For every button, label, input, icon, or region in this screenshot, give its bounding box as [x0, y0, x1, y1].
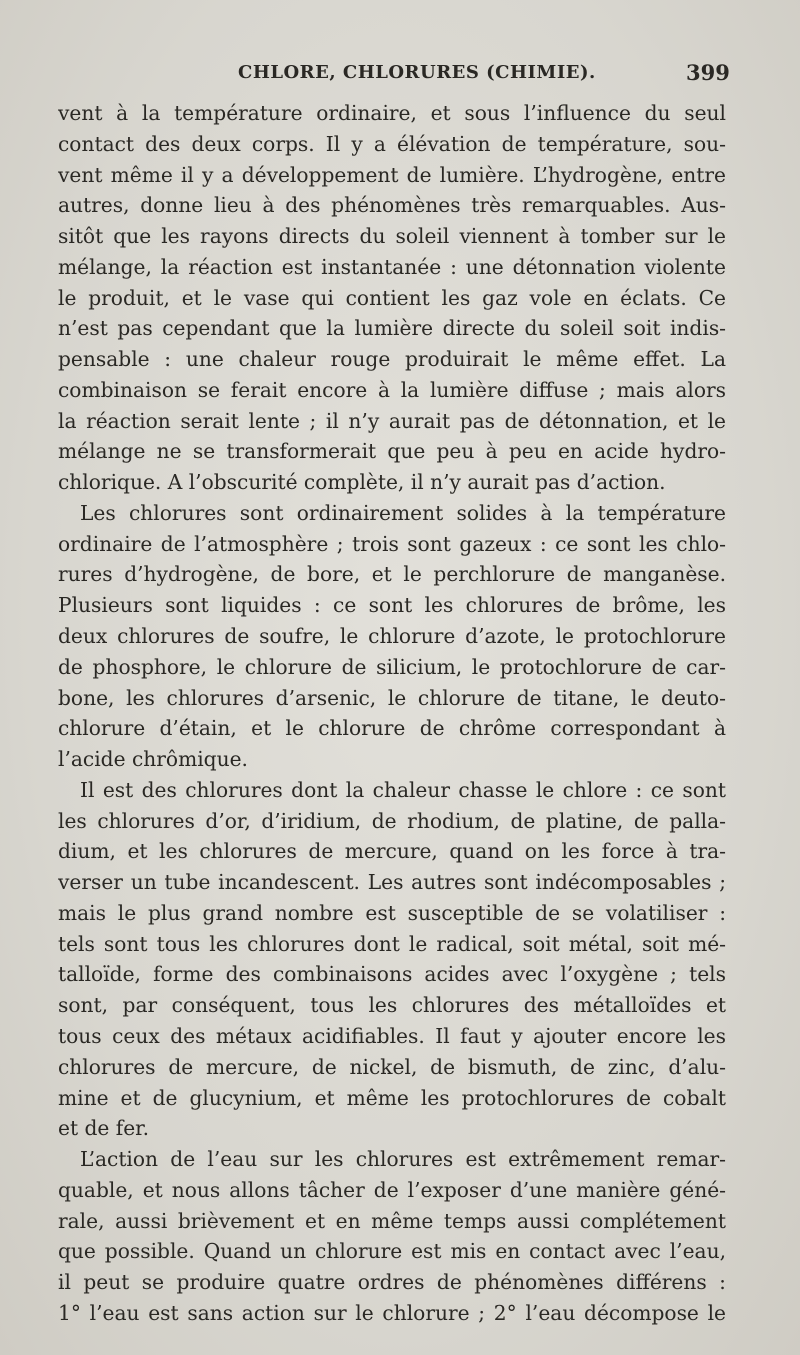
text-line: l’acide chrômique. — [58, 747, 248, 772]
body-text — [58, 98, 726, 1329]
text-line: talloïde, forme des combinaisons acides avec l’oxygène ; tels — [58, 962, 726, 987]
text-line: mélange ne se transformerait que peu à peu en acide hydro- — [58, 439, 726, 464]
text-line: rures d’hydrogène, de bore, et le perchlorure de manganèse. — [58, 562, 726, 587]
text-line: sont, par conséquent, tous les chlorures des métalloïdes et — [58, 993, 726, 1018]
text-line: et de fer. — [58, 1116, 150, 1141]
text-line: verser un tube incandescent. Les autres sont indécomposables ; — [58, 870, 726, 895]
text-line: n’est pas cependant que la lumière directe du soleil soit indis- — [58, 316, 726, 341]
text-line: contact des deux corps. Il y a élévation de température, sou- — [58, 131, 726, 156]
page-header — [0, 58, 800, 92]
text-line: 1° l’eau est sans action sur le chlorure ; 2° l’eau décompose le — [58, 1300, 726, 1325]
text-line: mais le plus grand nombre est susceptible de se volatiliser : — [58, 900, 726, 925]
text-line: L’action de l’eau sur les chlorures est extrêmement remar- — [80, 1147, 726, 1172]
text-line: Il est des chlorures dont la chaleur chasse le chlore : ce sont — [80, 777, 726, 802]
text-line: de phosphore, le chlorure de silicium, le protochlorure de car- — [58, 654, 726, 679]
running-head: CHLORE, CHLORURES (CHIMIE). — [238, 62, 596, 83]
text-line: sitôt que les rayons directs du soleil viennent à tomber sur le — [58, 224, 726, 249]
text-line: la réaction serait lente ; il n’y aurait pas de détonnation, et le — [58, 408, 726, 433]
page-number: 399 — [686, 60, 730, 85]
text-line: que possible. Quand un chlorure est mis en contact avec l’eau, — [58, 1239, 726, 1264]
text-line: chlorures de mercure, de nickel, de bismuth, de zinc, d’alu- — [58, 1054, 726, 1079]
text-line: Plusieurs sont liquides : ce sont les chlorures de brôme, les — [58, 593, 726, 618]
text-line: chlorure d’étain, et le chlorure de chrôme correspondant à — [58, 716, 726, 741]
text-line: combinaison se ferait encore à la lumière diffuse ; mais alors — [58, 377, 726, 402]
text-line: vent à la température ordinaire, et sous l’influence du seul — [58, 101, 726, 125]
text-line: rale, aussi brièvement et en même temps aussi complétement — [58, 1208, 726, 1233]
text-line: tous ceux des métaux acidifiables. Il faut y ajouter encore les — [58, 1023, 726, 1048]
text-line: le produit, et le vase qui contient les gaz vole en éclats. Ce — [58, 285, 726, 310]
text-line: dium, et les chlorures de mercure, quand on les force à tra- — [58, 839, 726, 864]
text-line: pensable : une chaleur rouge produirait le même effet. La — [58, 347, 726, 372]
text-line: mine et de glucynium, et même les protochlorures de cobalt — [58, 1085, 726, 1110]
text-line: ordinaire de l’atmosphère ; trois sont gazeux : ce sont les chlo- — [58, 531, 726, 556]
text-line: tels sont tous les chlorures dont le radical, soit métal, soit mé- — [58, 931, 726, 956]
text-line: deux chlorures de soufre, le chlorure d’azote, le protochlorure — [58, 624, 726, 649]
text-line: les chlorures d’or, d’iridium, de rhodium, de platine, de palla- — [58, 808, 726, 833]
text-line: vent même il y a développement de lumière. L’hydrogène, entre — [58, 162, 726, 187]
text-line: autres, donne lieu à des phénomènes très remarquables. Aus- — [58, 193, 726, 218]
text-line: chlorique. A l’obscurité complète, il n’y aurait pas d’action. — [58, 470, 666, 495]
text-line: Les chlorures sont ordinairement solides à la température — [80, 500, 726, 525]
text-line: il peut se produire quatre ordres de phénomènes différens : — [58, 1270, 726, 1295]
text-line: bone, les chlorures d’arsenic, le chlorure de titane, le deuto- — [58, 685, 726, 710]
text-line: mélange, la réaction est instantanée : une détonnation violente — [58, 254, 726, 279]
text-line: quable, et nous allons tâcher de l’exposer d’une manière géné- — [58, 1177, 726, 1202]
